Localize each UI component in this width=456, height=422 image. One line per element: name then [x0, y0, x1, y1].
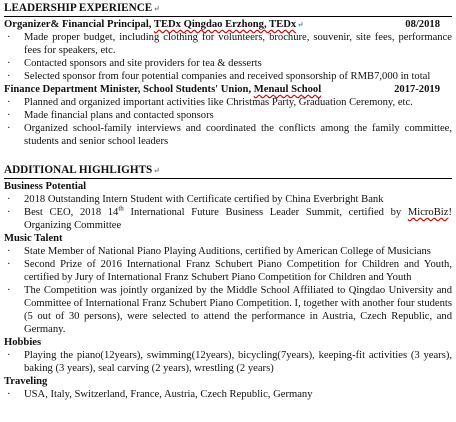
section-title-highlights: ADDITIONAL HIGHLIGHTS↵ — [4, 164, 160, 176]
bullet-item: · Selected sponsor from four potential companies and received sponsorship of RMB7,000 in total — [7, 71, 431, 82]
bullet-item: · Second Prize of 2016 International Franz Schubert Piano Competition for Children and Youth, certified by Jury of International Franz Schubert Piano Competition for Children and Youth — [7, 259, 452, 283]
subsection-title: Hobbies — [4, 337, 42, 348]
bullet-item: · Organized school-family interviews and coordinated the conflicts among the family committee, students and senior school leaders — [7, 123, 452, 147]
bullet-item: · 2018 Outstanding Intern Student with Certificate certified by China Everbright Bank — [7, 194, 384, 205]
bullet-item: · Planned and organized important activities like Christmas Party, Graduation Ceremony, etc. — [7, 97, 413, 108]
section-divider — [4, 16, 452, 17]
job-date: 2017-2019 — [394, 84, 440, 95]
subsection-title: Music Talent — [4, 233, 63, 244]
subsection-title: Business Potential — [4, 181, 87, 192]
job-date: 08/2018 — [405, 19, 440, 30]
job-header — [4, 18, 452, 31]
section-title-leadership: LEADERSHIP EXPERIENCE↵ — [4, 2, 160, 14]
resume-page — [0, 2, 456, 422]
subsection-title: Traveling — [4, 376, 48, 387]
bullet-item: · Contacted sponsors and site providers for tea & desserts — [7, 58, 262, 69]
section-divider — [4, 178, 452, 179]
bullet-item: · Best CEO, 2018 14th International Future Business Leader Summit, certified by MicroBiz! Organizing Committee — [7, 204, 452, 231]
bullet-item: · Made proper budget, including clothing for volunteers, brochure, souvenir, site fees, performance fees for speakers, etc. — [7, 32, 452, 56]
bullet-item: · State Member of National Piano Playing Auditions, certified by American College of Musicians — [7, 246, 431, 257]
job-title: Organizer& Financial Principal, TEDx Qingdao Erzhong, TEDx↵ — [4, 19, 304, 30]
bullet-item: · USA, Italy, Switzerland, France, Austria, Czech Republic, Germany — [7, 389, 313, 400]
bullet-item: · The Competition was jointly organized by the Middle School Affiliated to Qingdao University and Committee of International Franz Schubert Piano Competition. I, together with another four students (5 out of 30 persons), were selected to attend the performance in Austria, Czech Republic, and Germany. — [7, 285, 452, 335]
bullet-item: · Made financial plans and contacted sponsors — [7, 110, 214, 121]
bullet-item: · Playing the piano(12years), swimming(12years), bicycling(7years), keeping-fit activities (3 years), baking (3 years), seal carving (2 years), wrestling (2 years) — [7, 350, 452, 374]
job-header — [4, 83, 452, 96]
job-title: Finance Department Minister, School Students' Union, Menaul School — [4, 84, 322, 95]
